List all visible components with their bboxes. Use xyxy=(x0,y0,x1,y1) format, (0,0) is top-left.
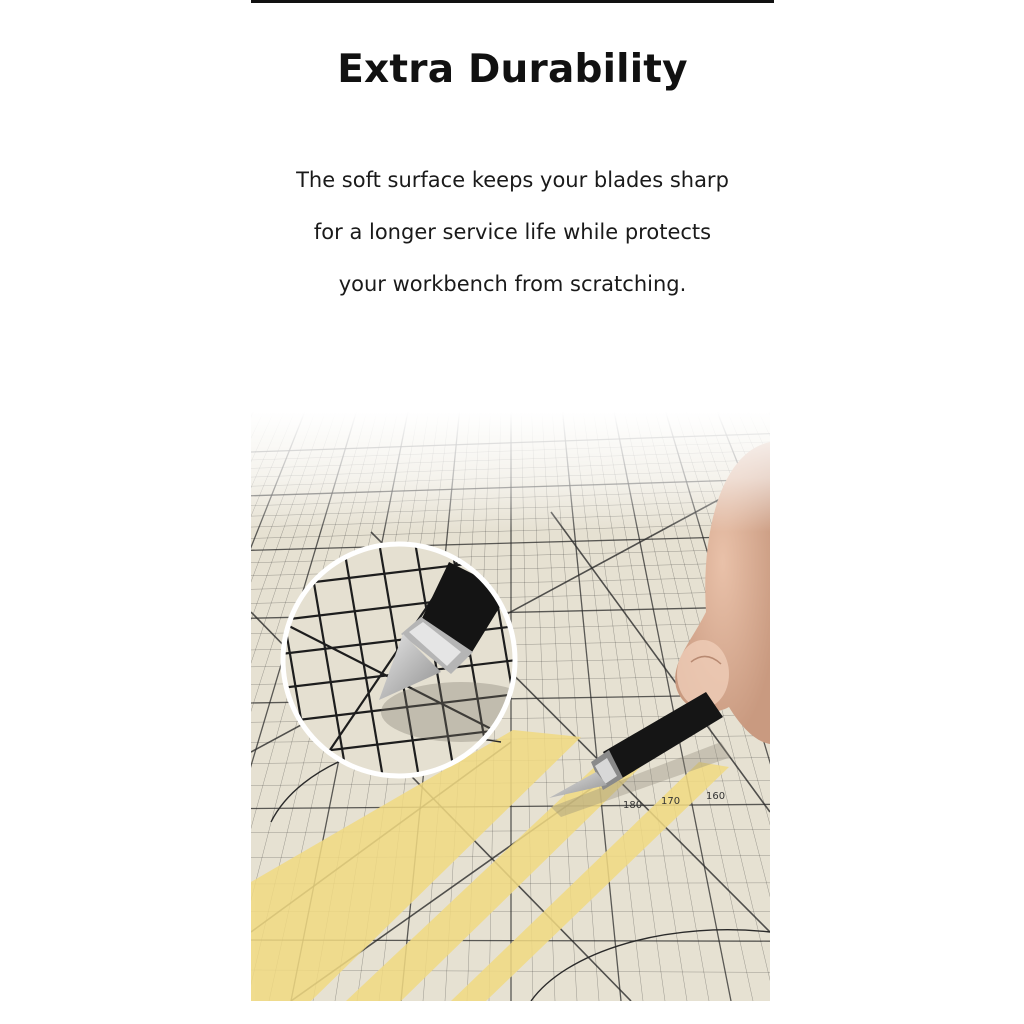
scale-label: 160 xyxy=(706,791,726,802)
feature-headline: Extra Durability xyxy=(337,47,688,92)
top-fade-overlay xyxy=(251,412,770,532)
cutting-mat-photo xyxy=(251,412,770,1001)
top-divider xyxy=(251,0,774,3)
feature-description xyxy=(251,160,774,316)
description-line: for a longer service life while protects xyxy=(313,220,712,244)
description-line: your workbench from scratching. xyxy=(338,272,687,296)
scale-label: 180 xyxy=(623,800,643,811)
scale-label: 170 xyxy=(661,796,681,807)
cutting-mat-illustration xyxy=(251,412,770,1001)
description-line: The soft surface keeps your blades sharp xyxy=(296,168,729,192)
